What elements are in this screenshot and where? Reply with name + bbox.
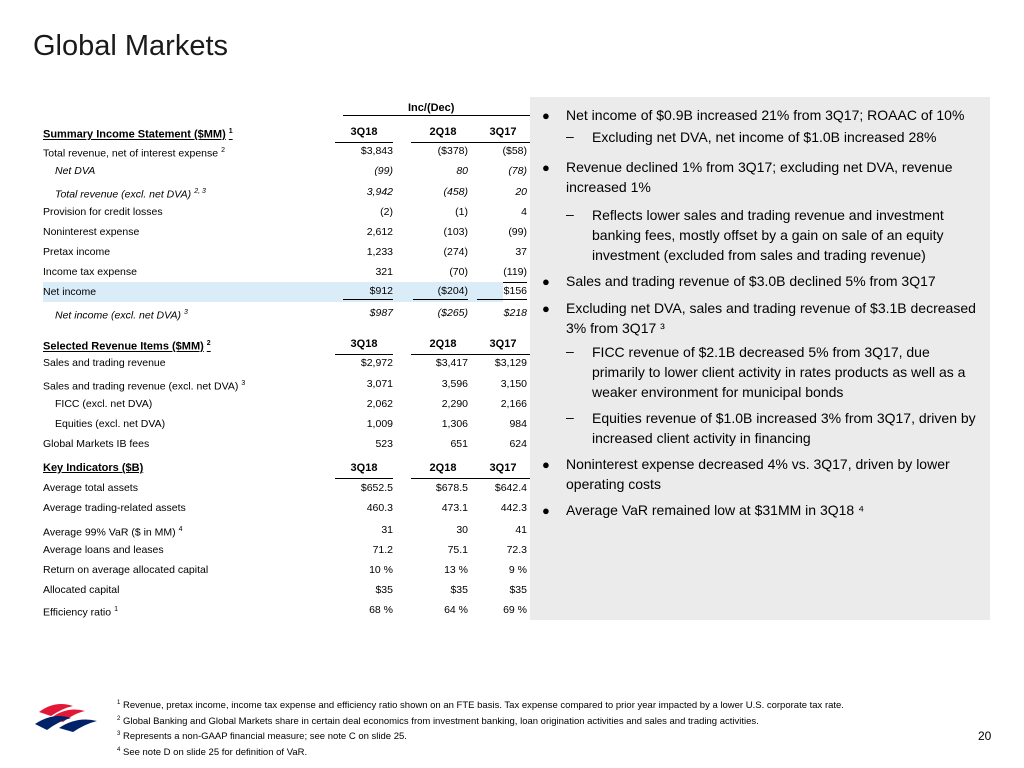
- row-value: 41: [515, 524, 527, 536]
- row-value: $3,843: [360, 145, 393, 157]
- row-value: 473.1: [441, 502, 468, 514]
- bullet-item: [542, 157, 984, 197]
- column-header: 3Q17: [473, 334, 533, 355]
- row-value: 3,150: [500, 378, 527, 390]
- row-value: ($58): [502, 145, 527, 157]
- row-label-text: FICC (excl. net DVA): [55, 398, 153, 410]
- row-value: 523: [375, 438, 393, 450]
- bullet-dash-icon: –: [566, 343, 574, 359]
- bullet-dot-icon: ●: [542, 301, 550, 316]
- column-header: 2Q18: [411, 122, 475, 143]
- table-row: [43, 600, 527, 620]
- bullet-item: [542, 500, 984, 520]
- bullet-text: Sales and trading revenue of $3.0B declined 5% from 3Q17: [566, 273, 936, 289]
- table-row: [43, 202, 527, 222]
- row-value: 2,166: [500, 398, 527, 410]
- row-value: $987: [369, 307, 393, 319]
- row-value: $912: [343, 282, 393, 300]
- bullet-dash-icon: –: [566, 206, 574, 222]
- row-value: 2,062: [366, 398, 393, 410]
- footnote-ref: 1: [114, 606, 118, 613]
- row-label-text: Average 99% VaR ($ in MM): [43, 526, 176, 539]
- row-label: [43, 498, 186, 518]
- row-value: 2,612: [366, 226, 393, 238]
- row-label: [43, 560, 208, 580]
- row-value: 1,009: [366, 418, 393, 430]
- row-value: 69 %: [503, 604, 527, 616]
- row-label-text: Pretax income: [43, 246, 111, 258]
- row-value: (99): [508, 226, 527, 238]
- row-value: 20: [515, 186, 527, 198]
- row-label: [55, 303, 188, 326]
- footnote: [117, 744, 844, 760]
- header-footnote-ref: 1: [228, 128, 233, 135]
- row-label-text: Sales and trading revenue (excl. net DVA): [43, 380, 239, 393]
- inc-dec-divider: [343, 115, 539, 116]
- header-text: Summary Income Statement ($MM): [43, 128, 226, 141]
- table-row: [43, 560, 527, 580]
- row-value: (70): [413, 262, 468, 283]
- table-row: [43, 303, 527, 323]
- bullet-item: [542, 454, 984, 494]
- bullet-dash-icon: –: [566, 409, 574, 425]
- row-label-text: Income tax expense: [43, 266, 137, 278]
- bullet-item: [542, 105, 984, 125]
- row-value: 460.3: [366, 502, 393, 514]
- footnote-text: Represents a non-GAAP financial measure; see note C on slide 25.: [122, 731, 407, 743]
- table-row: [43, 434, 527, 454]
- row-value: (1): [455, 206, 468, 218]
- inc-dec-header: Inc/(Dec): [408, 102, 455, 114]
- row-label-text: Efficiency ratio: [43, 606, 112, 619]
- footnote-text: Revenue, pretax income, income tax expense and efficiency ratio shown on an FTE basis. Tax expense compared to prior year impacted by a lower U.S. corporate tax rate.: [122, 700, 844, 712]
- row-value: $218: [503, 307, 527, 319]
- row-value: 2,290: [441, 398, 468, 410]
- table-row: [43, 414, 527, 434]
- row-label: [43, 353, 166, 373]
- bullet-dot-icon: ●: [542, 160, 550, 175]
- column-header: 3Q18: [335, 458, 393, 479]
- key_indicators-header-row: [43, 458, 517, 478]
- row-label-text: Net income (excl. net DVA): [55, 309, 182, 322]
- row-value: (119): [477, 262, 527, 283]
- row-value: 442.3: [500, 502, 527, 514]
- row-label-text: Global Markets IB fees: [43, 438, 150, 450]
- row-label: [43, 242, 110, 262]
- table-row: [43, 520, 527, 540]
- row-label-text: Average trading-related assets: [43, 502, 186, 514]
- column-header: 3Q17: [473, 122, 533, 143]
- bullet-text: Excluding net DVA, net income of $1.0B increased 28%: [592, 129, 937, 145]
- table-row: [43, 222, 527, 242]
- bullet-dash-icon: –: [566, 128, 574, 144]
- row-label: [43, 202, 163, 222]
- row-value: $2,972: [360, 357, 393, 369]
- row-value: $35: [450, 584, 468, 596]
- row-value: (99): [374, 165, 393, 177]
- row-value: 68 %: [369, 604, 393, 616]
- row-label: [43, 222, 139, 242]
- row-value: 71.2: [372, 544, 393, 556]
- row-value: 30: [456, 524, 468, 536]
- footnote-ref: 3: [184, 309, 188, 316]
- row-label-text: Noninterest expense: [43, 226, 140, 238]
- row-label-text: Provision for credit losses: [43, 206, 163, 218]
- row-value: $678.5: [435, 482, 468, 494]
- row-label: [55, 161, 95, 181]
- row-value: 1,306: [441, 418, 468, 430]
- bullet-item: [542, 271, 984, 291]
- row-value: (103): [443, 226, 468, 238]
- row-value: 80: [456, 165, 468, 177]
- row-value: 4: [521, 206, 527, 218]
- row-label-text: Total revenue (excl. net DVA): [55, 188, 192, 201]
- row-value: 3,071: [366, 378, 393, 390]
- row-value: 10 %: [369, 564, 393, 576]
- row-value: 31: [381, 524, 393, 536]
- row-label: [55, 394, 152, 414]
- page-number: 20: [978, 729, 992, 743]
- sub-bullet-item: [566, 205, 984, 265]
- row-value: (458): [443, 186, 468, 198]
- row-value: 75.1: [447, 544, 468, 556]
- footnote: [117, 713, 844, 729]
- footnote: [117, 697, 844, 713]
- row-label-text: Average loans and leases: [43, 544, 164, 556]
- bullet-dot-icon: ●: [542, 108, 550, 123]
- header-text: Key Indicators ($B): [43, 462, 144, 474]
- row-value: $156: [477, 282, 527, 300]
- table-row: [43, 141, 527, 161]
- key_indicators-header-label: [43, 458, 143, 478]
- bullet-text: Reflects lower sales and trading revenue and investment banking fees, mostly offset by a gain on sale of an equity investment (excluded from sales and trading revenue): [592, 207, 944, 263]
- row-value: $35: [375, 584, 393, 596]
- row-label-text: Return on average allocated capital: [43, 564, 209, 576]
- sub-bullet-item: [566, 408, 984, 448]
- bullet-text: FICC revenue of $2.1B decreased 5% from 3Q17, due primarily to lower client activity in rates products as well as a weaker environment for municipal bonds: [592, 344, 966, 400]
- row-label: [43, 262, 137, 282]
- bullet-item: [542, 298, 984, 338]
- table-row: [43, 540, 527, 560]
- row-label: [43, 540, 164, 560]
- page-title: Global Markets: [33, 30, 229, 62]
- summary-header-row: [43, 122, 517, 142]
- row-value: 3,942: [366, 186, 393, 198]
- table-row: [43, 182, 527, 202]
- footnotes: [117, 697, 844, 760]
- row-value: 9 %: [508, 564, 527, 576]
- commentary-panel: [530, 97, 990, 620]
- row-value: (274): [443, 246, 468, 258]
- row-label-text: Net DVA: [55, 165, 96, 177]
- table-row: [43, 262, 527, 282]
- sub-bullet-item: [566, 127, 984, 147]
- row-label: [43, 434, 149, 454]
- bullet-text: Average VaR remained low at $31MM in 3Q18 ⁴: [566, 502, 865, 518]
- row-label-text: Equities (excl. net DVA): [55, 418, 166, 430]
- row-value: $35: [509, 584, 527, 596]
- table-row: [43, 242, 527, 262]
- revenue_items-header-row: [43, 334, 517, 354]
- row-value: 37: [515, 246, 527, 258]
- row-label-text: Total revenue, net of interest expense: [43, 147, 219, 160]
- row-label: [43, 282, 96, 302]
- row-label-text: Sales and trading revenue: [43, 357, 166, 369]
- table-row: [43, 498, 527, 518]
- footnote-number: 3: [117, 731, 121, 738]
- row-value: 64 %: [444, 604, 468, 616]
- column-header: 2Q18: [411, 458, 475, 479]
- table-row: [43, 394, 527, 414]
- table-row: [43, 478, 527, 498]
- column-header: 3Q18: [335, 334, 393, 355]
- row-value: 651: [450, 438, 468, 450]
- row-value: (2): [380, 206, 393, 218]
- row-value: $652.5: [360, 482, 393, 494]
- footnote-text: Global Banking and Global Markets share in certain deal economics from investment banking, loan origination activities and sales and trading activities.: [122, 715, 759, 727]
- bullet-text: Revenue declined 1% from 3Q17; excluding net DVA, revenue increased 1%: [566, 159, 953, 195]
- bullet-text: Noninterest expense decreased 4% vs. 3Q17, driven by lower operating costs: [566, 456, 950, 492]
- footnote-number: 1: [117, 700, 121, 706]
- bullet-text: Equities revenue of $1.0B increased 3% from 3Q17, driven by increased client activity in financing: [592, 410, 976, 446]
- row-label: [43, 580, 119, 600]
- row-value: 624: [509, 438, 527, 450]
- footnote-ref: 2: [221, 147, 226, 154]
- row-value: (78): [508, 165, 527, 177]
- row-value: ($265): [437, 307, 468, 319]
- footnote-number: 2: [117, 715, 121, 722]
- bullet-dot-icon: ●: [542, 457, 550, 472]
- footnote-ref: 3: [241, 380, 246, 387]
- row-label-text: Allocated capital: [43, 584, 120, 596]
- footnote-number: 4: [117, 746, 121, 753]
- row-value: 72.3: [506, 544, 527, 556]
- row-label: [55, 414, 165, 434]
- bank-logo: [33, 702, 103, 732]
- row-label-text: Net income: [43, 286, 97, 298]
- header-footnote-ref: 2: [206, 340, 211, 347]
- column-header: 3Q17: [473, 458, 533, 479]
- row-value: 13 %: [444, 564, 468, 576]
- table-row: [43, 353, 527, 373]
- row-label-text: Average total assets: [43, 482, 138, 494]
- bullet-dot-icon: ●: [542, 274, 550, 289]
- table-row: [43, 580, 527, 600]
- row-value: $3,417: [435, 357, 468, 369]
- bullet-dot-icon: ●: [542, 503, 550, 518]
- row-value: 1,233: [366, 246, 393, 258]
- row-value: ($378): [437, 145, 468, 157]
- row-value: 321: [331, 262, 393, 283]
- row-label: [43, 478, 138, 498]
- row-value: $3,129: [494, 357, 527, 369]
- table-row: [43, 374, 527, 394]
- table-row: [43, 282, 527, 302]
- footnote-ref: 4: [178, 526, 183, 533]
- row-value: 984: [509, 418, 527, 430]
- column-header: 2Q18: [411, 334, 475, 355]
- sub-bullet-item: [566, 342, 984, 402]
- footnote-text: See note D on slide 25 for definition of VaR.: [122, 747, 308, 759]
- footnote: [117, 728, 844, 744]
- table-row: [43, 161, 527, 181]
- row-value: 3,596: [441, 378, 468, 390]
- column-header: 3Q18: [335, 122, 393, 143]
- row-value: ($204): [413, 282, 468, 300]
- bullet-text: Net income of $0.9B increased 21% from 3Q17; ROAAC of 10%: [566, 107, 965, 123]
- row-label: [43, 600, 118, 623]
- footnote-ref: 2, 3: [194, 188, 206, 195]
- row-value: $642.4: [494, 482, 527, 494]
- bullet-text: Excluding net DVA, sales and trading revenue of $3.1B decreased 3% from 3Q17 ³: [566, 300, 976, 336]
- header-text: Selected Revenue Items ($MM): [43, 340, 204, 353]
